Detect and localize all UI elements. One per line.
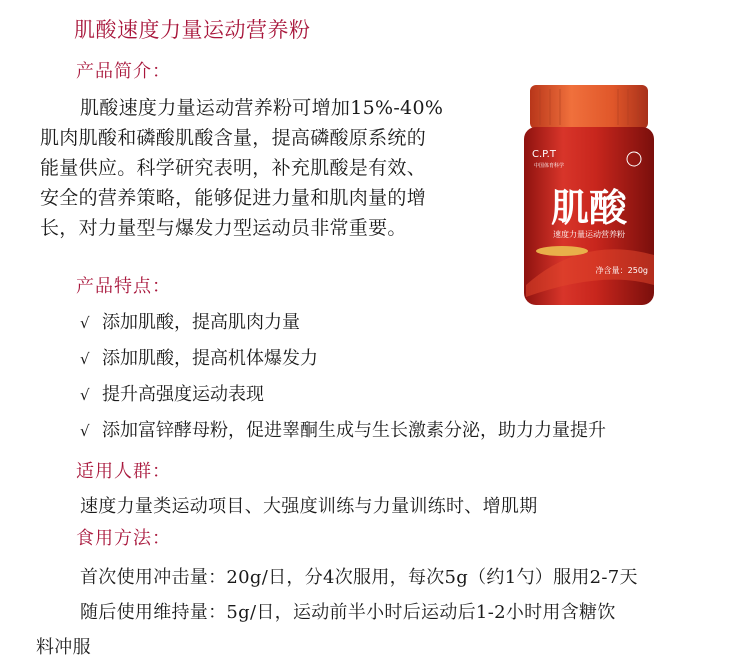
jar-subtitle: 速度力量运动营养粉 — [553, 230, 625, 239]
feature-list — [80, 308, 606, 452]
jar-product-name: 肌酸 — [550, 186, 628, 230]
feature-item — [80, 416, 606, 446]
feature-text: 提升高强度运动表现 — [102, 384, 264, 405]
check-icon: √ — [80, 314, 90, 332]
jar-gold-badge — [536, 246, 588, 256]
page-title: 肌酸速度力量运动营养粉 — [74, 18, 311, 42]
intro-line: 能量供应。科学研究表明，补充肌酸是有效、 — [40, 157, 427, 179]
intro-line: 长，对力量型与爆发力型运动员非常重要。 — [40, 217, 407, 239]
intro-line: 肌肉肌酸和磷酸肌酸含量，提高磷酸原系统的 — [40, 127, 427, 149]
intro-line: 肌酸速度力量运动营养粉可增加15%-40% — [80, 97, 444, 119]
feature-text: 添加肌酸，提高机体爆发力 — [102, 348, 318, 369]
check-icon: √ — [80, 350, 90, 368]
check-icon: √ — [80, 386, 90, 404]
intro-line: 安全的营养策略，能够促进力量和肌肉量的增 — [40, 187, 427, 209]
jar-brand-sub: 中国体育科学 — [534, 163, 565, 169]
usage-line: 料冲服 — [36, 637, 91, 658]
usage-heading: 食用方法： — [76, 528, 171, 549]
feature-text: 添加富锌酵母粉，促进睾酮生成与生长激素分泌，助力力量提升 — [102, 420, 606, 441]
check-icon: √ — [80, 422, 90, 440]
audience-heading: 适用人群： — [76, 461, 171, 482]
jar-net-weight: 净含量：250g — [595, 266, 648, 275]
feature-text: 添加肌酸，提高肌肉力量 — [102, 312, 300, 333]
feature-item — [80, 380, 606, 410]
product-jar-image — [522, 85, 656, 307]
intro-heading: 产品简介： — [76, 61, 171, 82]
usage-line: 首次使用冲击量：20g/日，分4次服用，每次5g（约1勺）服用2-7天 — [80, 567, 638, 588]
usage-line: 随后使用维持量：5g/日，运动前半小时后运动后1-2小时用含糖饮 — [80, 602, 616, 623]
features-heading: 产品特点： — [76, 276, 171, 297]
feature-item — [80, 308, 606, 338]
intro-paragraph — [40, 93, 470, 243]
jar-brand: C.P.T — [532, 149, 556, 160]
feature-item — [80, 344, 606, 374]
audience-text: 速度力量类运动项目、大强度训练与力量训练时、增肌期 — [80, 496, 538, 517]
